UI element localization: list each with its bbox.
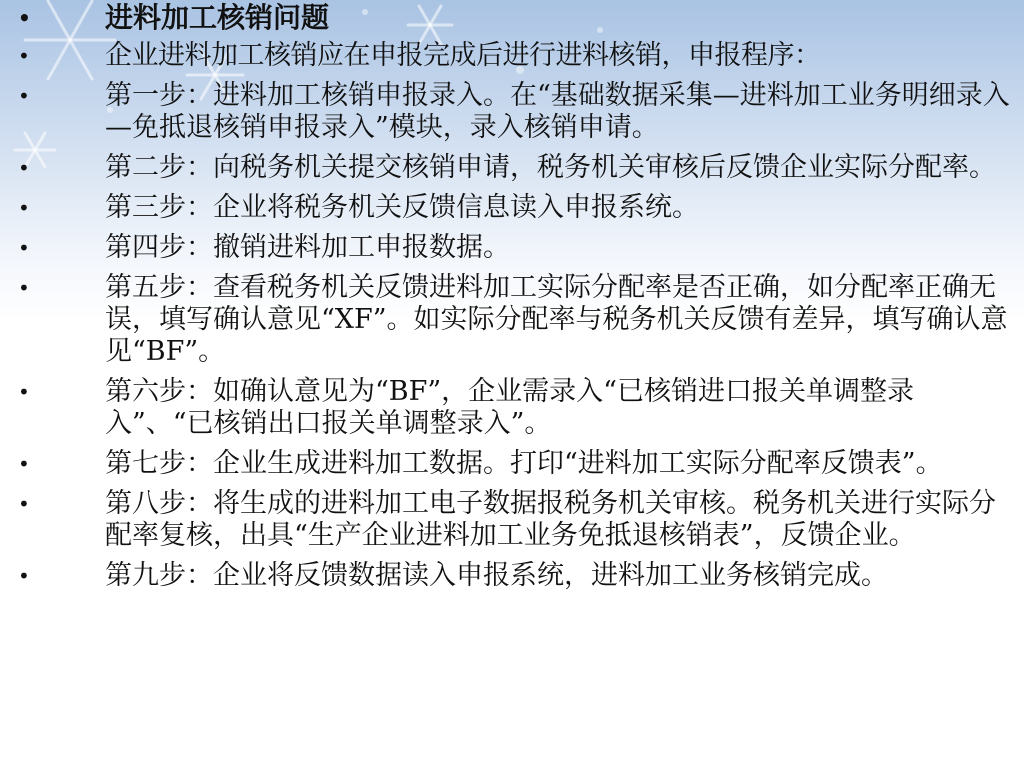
bullet-dot-icon: • xyxy=(18,44,30,68)
bullet-dot-icon: • xyxy=(18,380,30,404)
bullet-item-step-4 xyxy=(0,232,1024,264)
bullet-item-step-9 xyxy=(0,560,1024,592)
bullet-text: 第四步：撤销进料加工申报数据。 xyxy=(105,232,510,263)
bullet-item-step-2 xyxy=(0,152,1024,184)
bullet-item-step-5 xyxy=(0,272,1024,368)
bullet-text: 第七步：企业生成进料加工数据。打印“进料加工实际分配率反馈表”。 xyxy=(105,448,943,479)
bullet-text: 第六步：如确认意见为“BF”，企业需录入“已核销进口报关单调整录入”、“已核销出口报关单调整录入”。 xyxy=(105,376,914,439)
slide-heading xyxy=(0,2,1024,34)
bullet-dot-icon: • xyxy=(18,564,30,588)
bullet-item-step-3 xyxy=(0,192,1024,224)
bullet-dot-icon: • xyxy=(18,236,30,260)
bullet-text: 第三步：企业将税务机关反馈信息读入申报系统。 xyxy=(105,192,699,223)
bullet-text: 第五步：查看税务机关反馈进料加工实际分配率是否正确，如分配率正确无误，填写确认意见“XF”。如实际分配率与税务机关反馈有差异，填写确认意见“BF”。 xyxy=(105,272,1008,367)
bullet-dot-icon: • xyxy=(18,84,30,108)
bullet-text: 进料加工核销问题 xyxy=(105,1,330,34)
bullet-text: 企业进料加工核销应在申报完成后进行进料核销，申报程序： xyxy=(105,40,821,71)
bullet-text: 第二步：向税务机关提交核销申请，税务机关审核后反馈企业实际分配率。 xyxy=(105,152,996,183)
bullet-text: 第八步：将生成的进料加工电子数据报税务机关审核。税务机关进行实际分配率复核，出具“生产企业进料加工业务免抵退核销表”，反馈企业。 xyxy=(105,488,996,551)
bullet-dot-icon: • xyxy=(18,196,30,220)
bullet-item-intro xyxy=(0,40,1024,72)
bullet-dot-icon: • xyxy=(18,452,30,476)
bullet-text: 第九步：企业将反馈数据读入申报系统，进料加工业务核销完成。 xyxy=(105,560,888,591)
bullet-item-step-1 xyxy=(0,80,1024,144)
bullet-dot-icon: • xyxy=(18,156,30,180)
bullet-dot-icon: • xyxy=(18,276,30,300)
bullet-dot-icon: • xyxy=(18,492,30,516)
bullet-item-step-8 xyxy=(0,488,1024,552)
bullet-dot-icon: • xyxy=(18,6,31,30)
bullet-item-step-7 xyxy=(0,448,1024,480)
bullet-text: 第一步：进料加工核销申报录入。在“基础数据采集—进料加工业务明细录入—免抵退核销申报录入”模块，录入核销申请。 xyxy=(105,80,1010,143)
bullet-item-step-6 xyxy=(0,376,1024,440)
